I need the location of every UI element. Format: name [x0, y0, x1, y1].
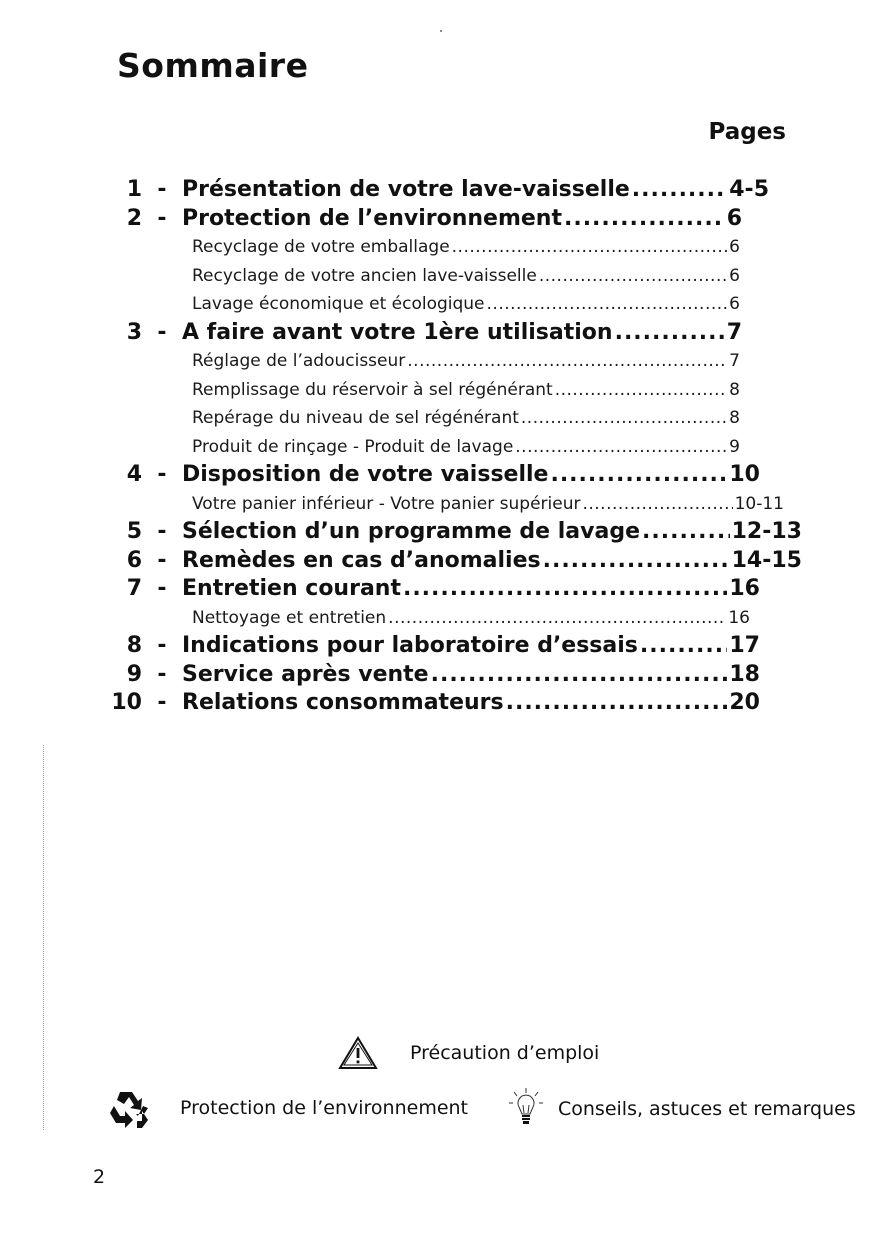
page-number: 2 [93, 1166, 106, 1188]
toc-subentry[interactable] [0, 404, 876, 433]
dot-leader [632, 176, 727, 205]
dot-leader [506, 689, 728, 718]
page-title: Sommaire [117, 46, 309, 85]
toc-number: 10 [111, 690, 142, 715]
pages-column-header: Pages [708, 119, 786, 145]
dot-leader [640, 632, 727, 661]
toc-number: 8 [126, 633, 142, 658]
toc-entry-10[interactable]: 10 - Relations consommateurs ..... 20 [0, 689, 876, 718]
toc-subtitle: Votre panier inférieur - Votre panier supérieur [192, 493, 581, 514]
lightbulb-icon [506, 1085, 546, 1133]
toc-title: Entretien courant [182, 576, 401, 601]
toc-subtitle: Repérage du niveau de sel régénérant [192, 408, 519, 428]
toc-entry-2[interactable]: 2 - Protection de l’environnement ..... 6 [0, 205, 876, 234]
legend-precaution [338, 1036, 599, 1070]
toc-entry-3[interactable]: 3 - A faire avant votre 1ère utilisation ..... 7 [0, 319, 876, 348]
toc-page: 10 [729, 462, 760, 487]
toc-subtitle: Remplissage du réservoir à sel régénérant [192, 379, 553, 400]
toc-subentry[interactable] [0, 347, 876, 376]
legend-environment [108, 1086, 468, 1130]
toc-entry-8[interactable]: 8 - Indications pour laboratoire d’essais ..... 17 [0, 632, 876, 661]
toc-number: 9 [126, 661, 142, 687]
toc-number: 5 [126, 519, 142, 544]
toc-subtitle: Réglage de l’adoucisseur [192, 351, 406, 371]
toc-subentry[interactable] [0, 604, 876, 633]
toc-page: 8 [729, 379, 740, 400]
scan-margin-line [43, 745, 45, 1130]
legend-tips [506, 1085, 856, 1133]
dot-leader [550, 461, 727, 490]
toc-entry-1[interactable]: 1 - Présentation de votre lave-vaisselle ..... 4-5 [0, 176, 876, 205]
toc-subentry[interactable] [0, 490, 876, 519]
scan-speck [440, 30, 442, 32]
toc-number: 7 [126, 576, 142, 601]
toc-entry-6[interactable]: 6 - Remèdes en cas d’anomalies ..... 14-15 [0, 547, 876, 576]
toc-page: 8 [729, 408, 740, 428]
toc-subentry[interactable] [0, 433, 876, 462]
toc-page: 6 [729, 237, 740, 257]
toc-title: Sélection d’un programme de lavage [182, 519, 641, 544]
toc-title: Remèdes en cas d’anomalies [182, 547, 541, 573]
toc-page: 14-15 [731, 547, 802, 573]
recycle-icon [108, 1086, 150, 1130]
dot-leader [555, 376, 727, 405]
toc-subtitle: Recyclage de votre emballage [192, 237, 450, 257]
dot-leader [431, 661, 728, 690]
toc-subentry[interactable] [0, 262, 876, 291]
dot-leader [564, 205, 725, 234]
toc-page: 7 [726, 319, 742, 345]
toc-page: 4-5 [729, 177, 769, 202]
legend-label: Conseils, astuces et remarques [558, 1098, 856, 1120]
warning-triangle-icon [338, 1036, 378, 1070]
toc-page: 6 [729, 265, 740, 286]
toc-number: 6 [126, 547, 142, 573]
toc-subentry[interactable] [0, 376, 876, 405]
toc-entry-4[interactable]: 4 - Disposition de votre vaisselle ..... 10 [0, 461, 876, 490]
dot-leader [452, 233, 728, 262]
toc-title: Indications pour laboratoire d’essais [182, 633, 638, 658]
toc-subtitle: Recyclage de votre ancien lave-vaisselle [192, 265, 537, 286]
toc-subtitle: Nettoyage et entretien [192, 607, 387, 628]
toc-page: 12-13 [731, 519, 802, 544]
legend-label: Précaution d’emploi [410, 1042, 600, 1064]
toc-subentry[interactable] [0, 290, 876, 319]
toc-page: 16 [729, 576, 760, 601]
dot-leader [403, 575, 727, 604]
toc-page: 10-11 [734, 493, 784, 514]
toc-entry-7[interactable]: 7 - Entretien courant ..... 16 [0, 575, 876, 604]
toc-title: Relations consommateurs [182, 690, 504, 715]
toc-page: 16 [728, 607, 750, 628]
toc-number: 2 [126, 205, 142, 231]
dot-leader [615, 319, 725, 348]
toc-number: 3 [126, 319, 142, 345]
toc-title: Disposition de votre vaisselle [182, 462, 549, 487]
toc-page: 20 [729, 690, 760, 715]
toc-page: 17 [729, 633, 760, 658]
toc-title: Protection de l’environnement [182, 205, 562, 231]
dot-leader [642, 518, 730, 547]
toc-subtitle: Lavage économique et écologique [192, 294, 485, 314]
dot-leader [582, 490, 732, 519]
toc-subentry[interactable] [0, 233, 876, 262]
dot-leader [407, 347, 727, 376]
toc-number: 1 [126, 177, 142, 202]
toc-entry-5[interactable]: 5 - Sélection d’un programme de lavage ..... 12-13 [0, 518, 876, 547]
dot-leader [487, 290, 728, 319]
dot-leader [521, 404, 727, 433]
toc-page: 6 [726, 205, 742, 231]
table-of-contents [0, 176, 876, 718]
toc-subtitle: Produit de rinçage - Produit de lavage [192, 436, 514, 457]
legend-label: Protection de l’environnement [180, 1097, 469, 1119]
toc-title: Présentation de votre lave-vaisselle [182, 177, 630, 202]
dot-leader [543, 547, 730, 576]
toc-page: 6 [729, 294, 740, 314]
toc-title: Service après vente [182, 661, 429, 687]
toc-number: 4 [126, 462, 142, 487]
toc-page: 7 [729, 351, 740, 371]
toc-page: 18 [729, 661, 760, 687]
dot-leader [388, 604, 726, 633]
toc-page: 9 [729, 436, 740, 457]
toc-title: A faire avant votre 1ère utilisation [182, 319, 613, 345]
dot-leader [539, 262, 727, 291]
toc-entry-9[interactable]: 9 - Service après vente ..... 18 [0, 661, 876, 690]
dot-leader [515, 433, 727, 462]
